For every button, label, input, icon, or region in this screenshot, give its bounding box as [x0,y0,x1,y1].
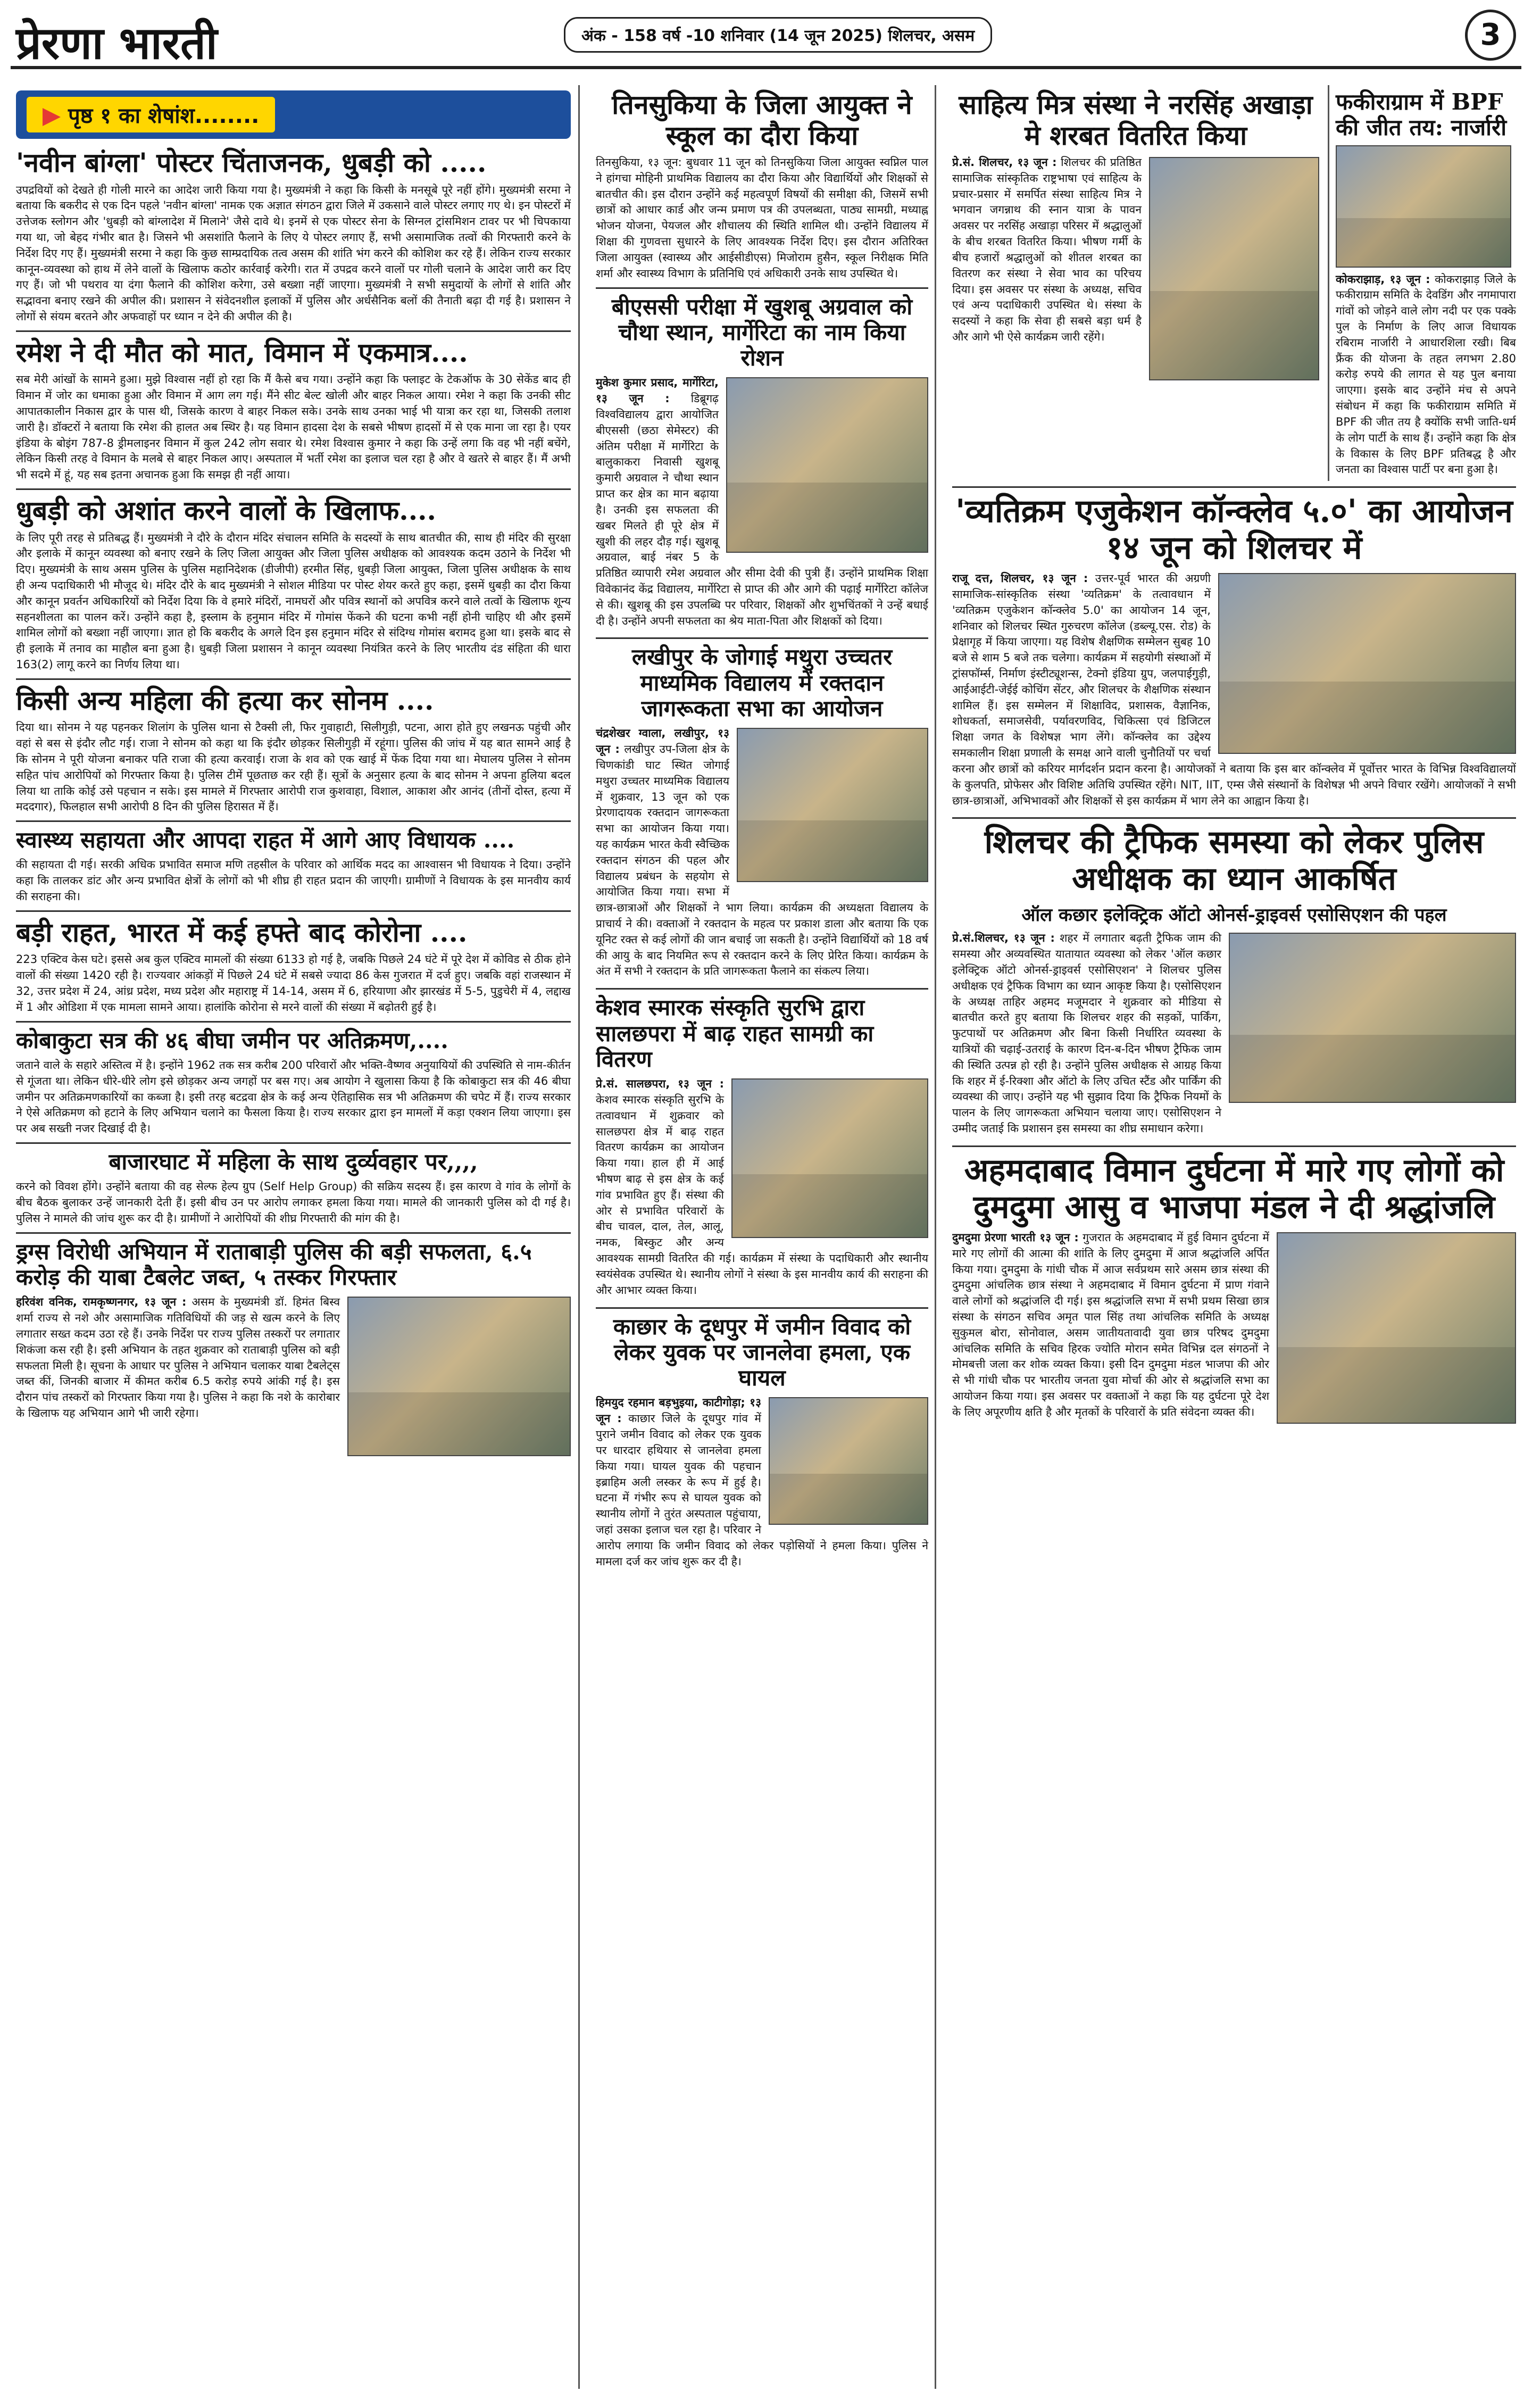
article-bajarghat [16,1149,571,1227]
article-blood-donation [596,644,928,983]
article-headline: रमेश ने दी मौत को मात, विमान में एकमात्र.... [16,336,468,368]
article-mla-relief [16,827,571,905]
article-byline: दुमदुमा प्रेरणा भारती १३ जून : [952,1231,1079,1244]
article-body: के लिए पूरी तरह से प्रतिबद्ध हैं। मुख्यमंत्री ने दौरे के दौरान मंदिर संचालन समिति के सदस्यों के साथ बातचीत की, साथ ही मंदिर की सुरक्षा और इलाके में कानून व्यवस्था को बनाए रखने के लिए जिला आयुक्त और जिला पुलिस अधीक्षक को आवश्यक कदम उठाने के निर्देश भी दिए। मुख्यमंत्री के साथ असम पुलिस के पुलिस महानिदेशक (डीजीपी) हरमीत सिंह, धुबड़ी जिला आयुक्त, जिला पुलिस अधीक्षक के साथ ही अन्य पदाधिकारी भी मौजूद थे। मंदिर दौरे के बाद मुख्यमंत्री ने सोशल मीडिया पर पोस्ट शेयर करते हुए कहा, इसमें धुबड़ी का दौरा किया और कानून प्रवर्तन अधिकारियों को निर्देश दिया कि वे हमारे मंदिरों, नामघरों और पवित्र स्थानों को अपवित्र करने वाले तत्वों के खिलाफ शून्य सहनशीलता का पालन करें। उन्होंने कहा है, इस्लाम के हनुमान मंदिर में गोमांस फेंकने की घटना कभी नहीं होनी चाहिए थी और इसमें शामिल लोगों को बख्शा नहीं जाएगा। ज्ञात हो कि बकरीद के अगले दिन इस हनुमान मंदिर से संदिग्ध गोमांस बरामद हुआ था। इसके बाद से ही इलाके में तनाव का माहौल बना हुआ है। धुबड़ी जिला प्रशासन ने कानून व्यवस्था नियंत्रित करने के लिए भारतीय दंड संहिता की धारा 163(2) लागू करने का निर्णय लिया था। [16,531,571,671]
article-body: सब मेरी आंखों के सामने हुआ। मुझे विश्वास नहीं हो रहा कि मैं कैसे बच गया। उन्होंने कहा कि फ्लाइट के टेकऑफ के 30 सेकेंड बाद ही विमान में जोर का धमाका हुआ और विमान में आग लग गई। मैंने सीट बेल्ट खोली और बाहर निकल आया। रमेश ने कहा कि उनकी सीट आपातकालीन निकास द्वार के पास थी, जिसके कारण वे बाहर निकल सके। उनके साथ उनका भाई भी यात्रा कर रहा था, जिसकी तलाश जारी है। डॉक्टरों ने बताया कि रमेश की हालत अब स्थिर है। यह विमान हादसा देश के सबसे भीषण हादसों में से एक माना जा रहा है। एयर इंडिया के बोइंग 787-8 ड्रीमलाइनर विमान में कुल 242 लोग सवार थे। रमेश विश्वास कुमार ने कहा कि उन्हें लगा कि वह भी नहीं बचेंगे, लेकिन किसी तरह वे विमान के मलबे से बाहर निकल आए। अस्पताल में भर्ती रमेश का इलाज चल रहा है और वे खतरे से बाहर हैं। मैं अभी भी सदमे में हूं, यह सब इतना अचानक हुआ कि समझ ही नहीं आया। [16,373,571,481]
article-byline: प्रे.सं. सालछपरा, १३ जून : [596,1077,724,1091]
page-number: 3 [1465,10,1516,61]
news-photo [737,728,928,882]
article-corona [16,917,571,1016]
article-headline: साहित्य मित्र संस्था ने नरसिंह अखाड़ा मे शरबत वितरित किया [959,89,1313,151]
article-headline: स्वास्थ्य सहायता और आपदा राहत में आगे आए विधायक .... [16,827,515,853]
article-body: जताने वाले के सहारे अस्तित्व में है। इन्होंने 1962 तक सत्र करीब 200 परिवारों और भक्ति-वैष्णव अनुयायियों की उपस्थिति से नाम-कीर्तन से गूंजता था। लेकिन धीरे-धीरे लोग इसे छोड़कर अन्य जगहों पर बस गए। अब आयोग ने खुलासा किया है कि कोबाकुटा सत्र की 46 बीघा जमीन पर अतिक्रमणकारियों का कब्जा है। इसी तरह बटद्रवा क्षेत्र के कई अन्य ऐतिहासिक सत्र भी अतिक्रमण की चपेट में हैं। राज्य सरकार ने ऐसे अतिक्रमण को हटाने के लिए अभियान चलाने का फैसला किया है। राज्य सरकार द्वारा इन मामलों में कड़ा एक्शन लिया जाएगा। इस पर अब सख्ती नजर दिखाई दी है। [16,1058,571,1135]
article-body: काछार जिले के दूधपुर गांव में पुराने जमीन विवाद को लेकर एक युवक पर धारदार हथियार से जानलेवा हमला किया गया। घायल युवक की पहचान इब्राहिम अली लस्कर के रूप में हुई है। घटना में गंभीर रूप से घायल युवक को स्थानीय लोगों ने तुरंत अस्पताल पहुंचाया, जहां उसका इलाज चल रहा है। परिवार ने आरोप लगाया कि जमीन विवाद को लेकर पड़ोसियों ने हमला किया। पुलिस ने मामला दर्ज कर जांच शुरू कर दी है। [596,1412,928,1568]
article-byline: हिमयुद रहमान बड़भुइया, काटीगोड़ा; १३ जून : [596,1396,761,1425]
article-body: तिनसुकिया, १३ जून: बुधवार 11 जून को तिनसुकिया जिला आयुक्त स्वप्निल पाल ने हांगचा मोहिनी प्राथमिक विद्यालय का दौरा किया और विद्यार्थियों और शिक्षकों से बातचीत की। इस दौरान उन्होंने कई महत्वपूर्ण विषयों की समीक्षा की, जिसमें सभी छात्रों को आधार कार्ड और जन्म प्रमाण पत्र की उपलब्धता, पाठ्य सामग्री, मध्याह्न भोजन योजना, पेयजल और शौचालय की स्थिति शामिल थी। उन्होंने विद्यालय में शिक्षा की गुणवत्ता सुधारने के लिए आवश्यक निर्देश दिए। इस दौरान अतिरिक्त जिला आयुक्त (स्वास्थ्य और आईसीडीएस) मिजोराम हुसैन, स्कूल निरीक्षक मिति शर्मा और स्वास्थ्य विभाग के प्रतिनिधि एवं अधिकारी उनके साथ उपस्थित थे। [596,156,928,280]
article-ahmedabad-tribute [952,1152,1516,1428]
article-body: उपद्रवियों को देखते ही गोली मारने का आदेश जारी किया गया है। मुख्यमंत्री ने कहा कि किसी के मनसूबे पूरे नहीं होंगे। मुख्यमंत्री सरमा ने बताया कि बकरीद से एक दिन पहले 'नवीन बांग्ला' नामक एक अज्ञात संगठन द्वारा जिले में उकसाने वाले पोस्टर लगाए गए थे। इन पोस्टरों में उत्तेजक स्लोगन और 'धुबड़ी को बांग्लादेश में मिलाने' जैसे दावे थे। इनमें से एक पोस्टर सेना के सिग्नल ट्रांसमिशन टावर पर भी चिपकाया गया था, जो बेहद गंभीर बात है। जिसने भी असशांति फैलाने के लिए ये पोस्टर लगाए हैं, सभी असामाजिक तत्वों की गिरफ्तारी करने के निर्देश दिए गए हैं। मुख्यमंत्री सरमा ने कहा कि कुछ साम्प्रदायिक तत्व असम की शांति भंग करने की कोशिश कर रहे हैं। लेकिन राज्य सरकार कानून-व्यवस्था को हाथ में लेने वालों के खिलाफ कठोर कार्रवाई करेगी। रात में उपद्रव करने वालों पर गोली चलाने के आदेश जारी कर दिए गए हैं। जो भी पथराव या दंगा फैलाने की कोशिश करेगा, उसे बख्शा नहीं जाएगा। मुख्यमंत्री ने सभी समुदायों के लोगों से शांति और सद्भावना बनाए रखने की अपील की। प्रशासन ने संवेदनशील इलाकों में पुलिस और अर्धसैनिक बलों की तैनाती बढ़ा दी गई है। प्रशासन ने लोगों से संयम बरतने और अफवाहों पर ध्यान न देने की अपील की है। [16,183,571,323]
news-photo [1149,157,1319,380]
masthead [11,5,1521,69]
news-photo [1218,573,1516,754]
article-sonam-case [16,685,571,815]
article-headline: बड़ी राहत, भारत में कई हफ्ते बाद कोरोना .... [16,916,468,948]
article-headline: बीएससी परीक्षा में खुशबू अग्रवाल को चौथा स्थान, मार्गेरिटा का नाम किया रोशन [611,293,913,371]
column-middle [596,85,936,2389]
news-photo [1336,145,1511,268]
article-body: दिया था। सोनम ने यह पहनकर शिलांग के पुलिस थाना से टैक्सी ली, फिर गुवाहाटी, सिलीगुड़ी, पटना, आरा होते हुए लखनऊ पहुंची और वहां से बस से इंदौर लौट गई। राजा ने सोनम को कहा था कि इंदौर छोड़कर सिलीगुड़ी में रहूंगा। पुलिस की जांच में यह बात सामने आई है कि सोनम ने पूरी योजना बनाकर पति राजा की हत्या करवाई। राजा के शव को एक खाई में फेंक दिया गया था। मेघालय पुलिस ने सोनम सहित पांच आरोपियों को गिरफ्तार किया है। पुलिस टीमें पूछताछ कर रही हैं। सूत्रों के अनुसार हत्या के बाद सोनम ने अपना हुलिया बदल लिया था ताकि कोई उसे पहचान न सके। इस मामले में गिरफ्तार आरोपी राज कुशवाहा, विशाल, आकाश और आनंद (तीनों दोस्त, हत्या में मददगार), फिलहाल सभी आरोपी 8 दिन की पुलिस हिरासत में हैं। [16,721,571,813]
article-headline: धुबड़ी को अशांत करने वालों के खिलाफ.... [16,495,436,526]
article-body: करने को विवश होंगे। उन्होंने बताया की वह सेल्फ हेल्प ग्रुप (Self Help Group) की सक्रिय सदस्य हैं। इस कारण वे गांव के लोगों के बीच बैठक बुलाकर उन्हें जानकारी देती हैं। इसी बीच उन पर आरोप लगाकर हमला किया गया। मामले की जानकारी पुलिस को दी गई है। पुलिस ने मामले की जांच शुरू कर दी है। ग्रामीणों ने आरोपियों की शीघ्र गिरफ्तारी की मांग की है। [16,1180,571,1225]
article-byline: मुकेश कुमार प्रसाद, मार्गेरिटा, १३ जून : [596,376,719,405]
article-ramesh-survivor [16,337,571,483]
article-body: लखीपुर उप-जिला क्षेत्र के चिणकांडी घाट स्थित जोगाई मथुरा उच्चतर माध्यमिक विद्यालय में शुक्रवार, 13 जून को एक प्रेरणादायक रक्तदान जागरूकता सभा का आयोजन किया गया। यह कार्यक्रम भारत केवी स्वैच्छिक रक्तदान संगठन की पहल और विद्यालय प्रबंधन के सहयोग से आयोजित किया गया। सभा में छात्र-छात्राओं और शिक्षकों ने भाग लिया। कार्यक्रम की अध्यक्षता विद्यालय के प्राचार्य ने की। वक्ताओं ने रक्तदान के महत्व पर प्रकाश डाला और बताया कि एक यूनिट रक्त से कई लोगों की जान बचाई जा सकती है। उन्होंने विद्यार्थियों को 18 वर्ष की आयु के बाद नियमित रूप से रक्तदान करने के लिए प्रेरित किया। कार्यक्रम के अंत में सभी ने रक्तदान के प्रति जागरूकता फैलाने का संकल्प लिया। [596,743,928,978]
article-headline: तिनसुकिया के जिला आयुक्त ने स्कूल का दौरा किया [612,89,912,151]
newspaper-title: प्रेरणा भारती [16,16,218,69]
article-body: गुजरात के अहमदाबाद में हुई विमान दुर्घटना में मारे गए लोगों की आत्मा की शांति के लिए दुमदुमा में आज श्रद्धांजलि अर्पित किया गया। दुमदुमा के गांधी चौक में आज सर्वप्रथम सारे असम छात्र संस्था की दुमदुमा आंचलिक छात्र संस्था ने अहमदाबाद में विमान दुर्घटना में प्राण गंवाने वाले लोगों को श्रद्धांजलि दी गई। इस श्रद्धांजलि सभा में सभी प्रथम सिखा छात्र संस्था के संगठन सचिव अमृत पाल सिंह तथा आंचलिक समिति के अध्यक्ष सुकुमल बोरा, सोनोवाल, असम जातीयतावादी युवा छात्र परिषद दुमदुमा आंचलिक समिति के सचिव हिरक ज्योति मोरान समेत विभिन्न दल संगठनों ने मोमबत्ती जला कर शोक व्यक्त किया। इसी दिन दुमदुमा मंडल भाजपा की ओर से भी गांधी चौक पर भारतीय जनता युवा मोर्चा की ओर से श्रद्धांजलि सभा का आयोजन किया गया। इस अवसर पर वक्ताओं ने कहा कि यह दुर्घटना पूरे देश के लिए अपूरणीय क्षति है और मृतकों के परिवारों के प्रति संवेदना व्यक्त की। [952,1231,1269,1418]
article-subhead: ऑल कछार इलेक्ट्रिक ऑटो ओनर्स-ड्राइवर्स एसोसिएशन की पहल [1021,904,1447,926]
article-body: उत्तर-पूर्व भारत की अग्रणी सामाजिक-सांस्कृतिक संस्था 'व्यतिक्रम' के तत्वावधान में 'व्यतिक्रम एजुकेशन कॉन्क्लेव 5.0' का आयोजन 14 जून, शनिवार को शिलचर स्थित गुरुचरण कॉलेज (डब्ल्यू.एस. रोड) के प्रेक्षागृह में किया जाएगा। यह विशेष शैक्षणिक सम्मेलन सुबह 10 बजे से शाम 5 बजे तक चलेगा। कार्यक्रम में सहयोगी संस्थाओं में ट्रांसफॉर्म्स, निर्माण इंस्टीट्यूशन्स, टेक्नो इंडिया ग्रुप, जलपाईगुड़ी, आईआईटी-जेईई कोचिंग सेंटर, और शिलचर के शैक्षणिक संस्थान शामिल हैं। इस सम्मेलन में शिक्षाविद, प्रशासक, वैज्ञानिक, शोधकर्ता, समाजसेवी, पर्यावरणविद, चिकित्सा एवं डिजिटल शिक्षा जगत के विशेषज्ञ भाग लेंगे। कॉन्क्लेव का उद्देश्य समकालीन शिक्षा प्रणाली के समक्ष आने वाली चुनौतियों पर चर्चा करना और छात्रों को करियर मार्गदर्शन प्रदान करना है। आयोजकों ने बताया कि इस बार कॉन्क्लेव में पूर्वोत्तर भारत के विभिन्न विश्वविद्यालयों के कुलपति, प्रोफेसर और विशिष्ट अतिथि उपस्थित रहेंगे। NIT, IIT, एम्स जैसे संस्थानों के विशेषज्ञ भी अपने विचार रखेंगे। आयोजकों ने सभी छात्र-छात्राओं, अभिभावकों और शिक्षकों से इस कार्यक्रम में भाग लेने का आह्वान किया है। [952,572,1516,807]
continuation-banner: पृष्ठ १ का शेषांश........ [16,90,571,139]
article-headline: 'व्यतिक्रम एजुकेशन कॉन्क्लेव ५.०' का आयोजन १४ जून को शिलचर में [955,493,1513,567]
article-body: असम के मुख्यमंत्री डॉ. हिमंत बिस्व शर्मा राज्य से नशे और असामाजिक गतिविधियों की जड़ से खत्म करने के लिए लगातार सख्त कदम उठा रहे हैं। उनके निर्देश पर राज्य पुलिस तस्करों पर लगातार शिकंजा कस रही है। इसी अभियान के तहत शुक्रवार को राताबाड़ी पुलिस को बड़ी सफलता मिली है। सूचना के आधार पर पुलिस ने अभियान चलाकर याबा टैबलेट्स जब्त कीं, जिनकी बाजार में कीमत करीब 6.5 करोड़ रुपये आंकी गई है। इस दौरान पांच तस्करों को गिरफ्तार किया गया है। पुलिस ने कहा कि नशे के कारोबार के खिलाफ यह अभियान आगे भी जारी रहेगा। [16,1296,340,1420]
article-headline: फकीराग्राम में BPF की जीत तय: नार्जारी [1336,89,1507,141]
article-body: 223 एक्टिव केस घटे। इससे अब कुल एक्टिव मामलों की संख्या 6133 हो गई है, जबकि पिछले 24 घंटे में पूरे देश में कोविड से ठीक होने वालों की संख्या 1420 रही है। राज्यवार आंकड़ों में पिछले 24 घंटे में सबसे ज्यादा 86 केस गुजरात में दर्ज हुए। जबकि वहां राजस्थान में 32, उत्तर प्रदेश में 24, आंध्र प्रदेश, मध्य प्रदेश और महाराष्ट्र में 14-14, असम में 6, हरियाणा और झारखंड में 5-5, पुडुचेरी में 4, लद्दाख में 1 और ओडिशा में एक मामला सामने आया। हालांकि कोरोना से मरने वालों की संख्या में बढ़ोतरी हुई है। [16,953,571,1014]
article-headline: अहमदाबाद विमान दुर्घटना में मारे गए लोगों को दुमदुमा आसु व भाजपा मंडल ने दी श्रद्धांजलि [964,1151,1504,1226]
article-byline: हरिवंश वनिक, रामकृष्णनगर, १३ जून : [16,1296,187,1309]
news-photo [726,377,928,553]
column-right [952,85,1516,2389]
issue-info: अंक - 158 वर्ष -10 शनिवार (14 जून 2025) शिलचर, असम [564,17,992,53]
news-photo [347,1297,571,1456]
news-photo [1277,1232,1516,1424]
article-headline: 'नवीन बांग्ला' पोस्टर चिंताजनक, धुबड़ी को ..... [16,147,487,178]
article-headline: काछार के दूधपुर में जमीन विवाद को लेकर युवक पर जानलेवा हमला, एक घायल [613,1313,911,1391]
article-headline: शिलचर की ट्रैफिक समस्या को लेकर पुलिस अधीक्षक का ध्यान आकर्षित [984,824,1484,898]
flag-icon [43,108,61,126]
article-vyatikram-conclave [952,493,1516,812]
article-byline: राजू दत्त, शिलचर, १३ जून : [952,572,1088,585]
article-drugs-seizure [16,1239,571,1461]
article-body: केशव स्मारक संस्कृति सुरभि के तत्वावधान में शुक्रवार को सालछपरा क्षेत्र में बाढ़ राहत वितरण कार्यक्रम का आयोजन किया गया। हाल ही में आई भीषण बाढ़ से इस क्षेत्र के कई गांव प्रभावित हुए हैं। संस्था की ओर से प्रभावित परिवारों के बीच चावल, दाल, तेल, आलू, नमक, बिस्कुट और अन्य आवश्यक सामग्री वितरित की गई। कार्यक्रम में संस्था के पदाधिकारी और स्थानीय स्वयंसेवक उपस्थित थे। स्थानीय लोगों ने संस्था के इस मानवीय कार्य की सराहना की और आभार व्यक्त किया। [596,1093,928,1297]
article-headline: किसी अन्य महिला की हत्या कर सोनम .... [16,684,434,716]
article-naveen-bangla [16,147,571,325]
article-byline: प्रे.सं. शिलचर, १३ जून : [952,156,1057,169]
news-photo [731,1078,928,1238]
article-flood-relief [596,995,928,1301]
article-headline: बाजारघाट में महिला के साथ दुर्व्यवहार पर,,,, [109,1149,478,1175]
news-photo [769,1397,928,1525]
article-byline: चंद्रशेखर ग्वाला, लखीपुर, १३ जून : [596,727,729,756]
article-byline: प्रे.सं.शिलचर, १३ जून : [952,932,1055,945]
news-photo [1229,933,1516,1103]
article-headline: कोबाकुटा सत्र की ४६ बीघा जमीन पर अतिक्रमण,.... [16,1027,448,1053]
article-headline: ड्रग्स विरोधी अभियान में राताबाड़ी पुलिस की बड़ी सफलता, ६.५ करोड़ की याबा टैबलेट जब्त, ५ तस्कर गिरफ्तार [16,1238,532,1291]
article-headline: केशव स्मारक संस्कृति सुरभि द्वारा सालछपरा में बाढ़ राहत सामग्री का वितरण [596,994,874,1072]
article-kobakuta-encroachment [16,1028,571,1137]
article-body: शिलचर की प्रतिष्ठित सामाजिक सांस्कृतिक राष्ट्रभाषा एवं साहित्य के प्रचार-प्रसार में समर्पित संस्था साहित्य मित्र ने भगवान जगन्नाथ की स्नान यात्रा के पावन अवसर पर नरसिंह अखाड़ा परिसर में श्रद्धालुओं के बीच शरबत वितरित किया। भीषण गर्मी के बीच हजारों श्रद्धालुओं को शीतल शरबत का वितरण कर संस्था ने सेवा भाव का परिचय दिया। इस अवसर पर संस्था के अध्यक्ष, सचिव एवं अन्य पदाधिकारी उपस्थित थे। संस्था के सदस्यों ने कहा कि सेवा ही सबसे बड़ा धर्म है और आगे भी ऐसे कार्यक्रम जारी रहेंगे। [952,156,1142,343]
article-body: कोकराझाड़ जिले के फकीराग्राम समिति के देवडिंग और नगमापारा गांवों को जोड़ने वाले लोग नदी पर एक पक्के पुल के निर्माण के लिए आज विधायक रबिराम नार्जारी ने आधारशिला रखी। बिब फ्रैंक की योजना के तहत लगभग 2.80 करोड़ रुपये की लागत से यह पुल बनाया जाएगा। इसके बाद उन्होंने मंच से अपने संबोधन में कहा कि फकीराग्राम समिति में BPF की जीत तय है क्योंकि सभी जाति-धर्म के लोग पार्टी के साथ हैं। उन्होंने कहा कि क्षेत्र के विकास के लिए BPF प्रतिबद्ध है और जनता का विश्वास पार्टी पर बना हुआ है। [1336,272,1516,476]
article-body: की सहायता दी गई। सरकी अधिक प्रभावित समाज मणि तहसील के परिवार को आर्थिक मदद का आश्वासन भी विधायक ने दिया। उन्होंने कहा कि तालकर डांट और अन्य प्रभावित क्षेत्रों के लोगों को भी शीघ्र ही राहत प्रदान की जाएगी। ग्रामीणों ने विधायक के इस मानवीय कार्य की सराहना की। [16,858,571,903]
column-left [16,85,580,2389]
article-tinsukia-dc [596,89,928,282]
article-bsc-topper [596,294,928,633]
article-bpf-victory [1328,85,1516,481]
article-body: शहर में लगातार बढ़ती ट्रैफिक जाम की समस्या और अव्यवस्थित यातायात व्यवस्था को लेकर 'ऑल कछार इलेक्ट्रिक ऑटो ओनर्स-ड्राइवर्स एसोसिएशन' ने शिलचर पुलिस अधीक्षक एवं ट्रैफिक विभाग का ध्यान आकृष्ट किया है। एसोसिएशन के अध्यक्ष ताहिर अहमद मजूमदार ने शुक्रवार को मीडिया से बातचीत करते हुए बताया कि शिलचर शहर की सड़कों, पार्किंग, फुटपाथों पर अतिक्रमण और बिना किसी निर्धारित व्यवस्था के यात्रियों की चढ़ाई-उतराई के कारण दिन-ब-दिन भीषण ट्रैफिक जाम की स्थिति उत्पन्न हो रही है। उन्होंने पुलिस अधीक्षक से आग्रह किया कि शहर में ई-रिक्शा और ऑटो के लिए उचित स्टैंड और पार्किंग की व्यवस्था की जाए। उन्होंने यह भी सुझाव दिया कि ट्रैफिक नियमों के पालन के लिए जागरूकता अभियान चलाया जाए। एसोसिएशन ने उम्मीद जताई कि प्रशासन इस समस्या का शीघ्र समाधान करेगा। [952,932,1221,1135]
article-body: डिब्रूगढ़ विश्वविद्यालय द्वारा आयोजित बीएससी (छठा सेमेस्टर) की अंतिम परीक्षा में मार्गेरिटा के बालुकाकरा निवासी खुशबू कुमारी अग्रवाल ने चौथा स्थान प्राप्त कर क्षेत्र का मान बढ़ाया है। उनकी इस सफलता की खबर मिलते ही पूरे क्षेत्र में खुशी की लहर दौड़ गई। खुशबू अग्रवाल, बाई नंबर 5 के प्रतिष्ठित व्यापारी रमेश अग्रवाल और सीमा देवी की पुत्री हैं। उन्होंने प्राथमिक शिक्षा विवेकानंद केंद्र विद्यालय, मार्गेरिटा से प्राप्त की और आगे की पढ़ाई मार्गेरिटा कॉलेज से की। खुशबू की इस उपलब्धि पर परिवार, शिक्षकों और शुभचिंतकों ने उन्हें बधाई दी है। उन्होंने अपनी सफलता का श्रेय माता-पिता और शिक्षकों को दिया। [596,392,928,627]
article-dhubri-action [16,495,571,673]
article-headline: लखीपुर के जोगाई मथुरा उच्चतर माध्यमिक विद्यालय में रक्तदान जागरूकता सभा का आयोजन [631,644,893,721]
article-dudhpur-attack [596,1314,928,1573]
article-silchar-traffic [952,824,1516,1140]
article-byline: कोकराझाड़, १३ जून : [1336,272,1430,286]
article-sahitya-mitra [952,85,1319,481]
